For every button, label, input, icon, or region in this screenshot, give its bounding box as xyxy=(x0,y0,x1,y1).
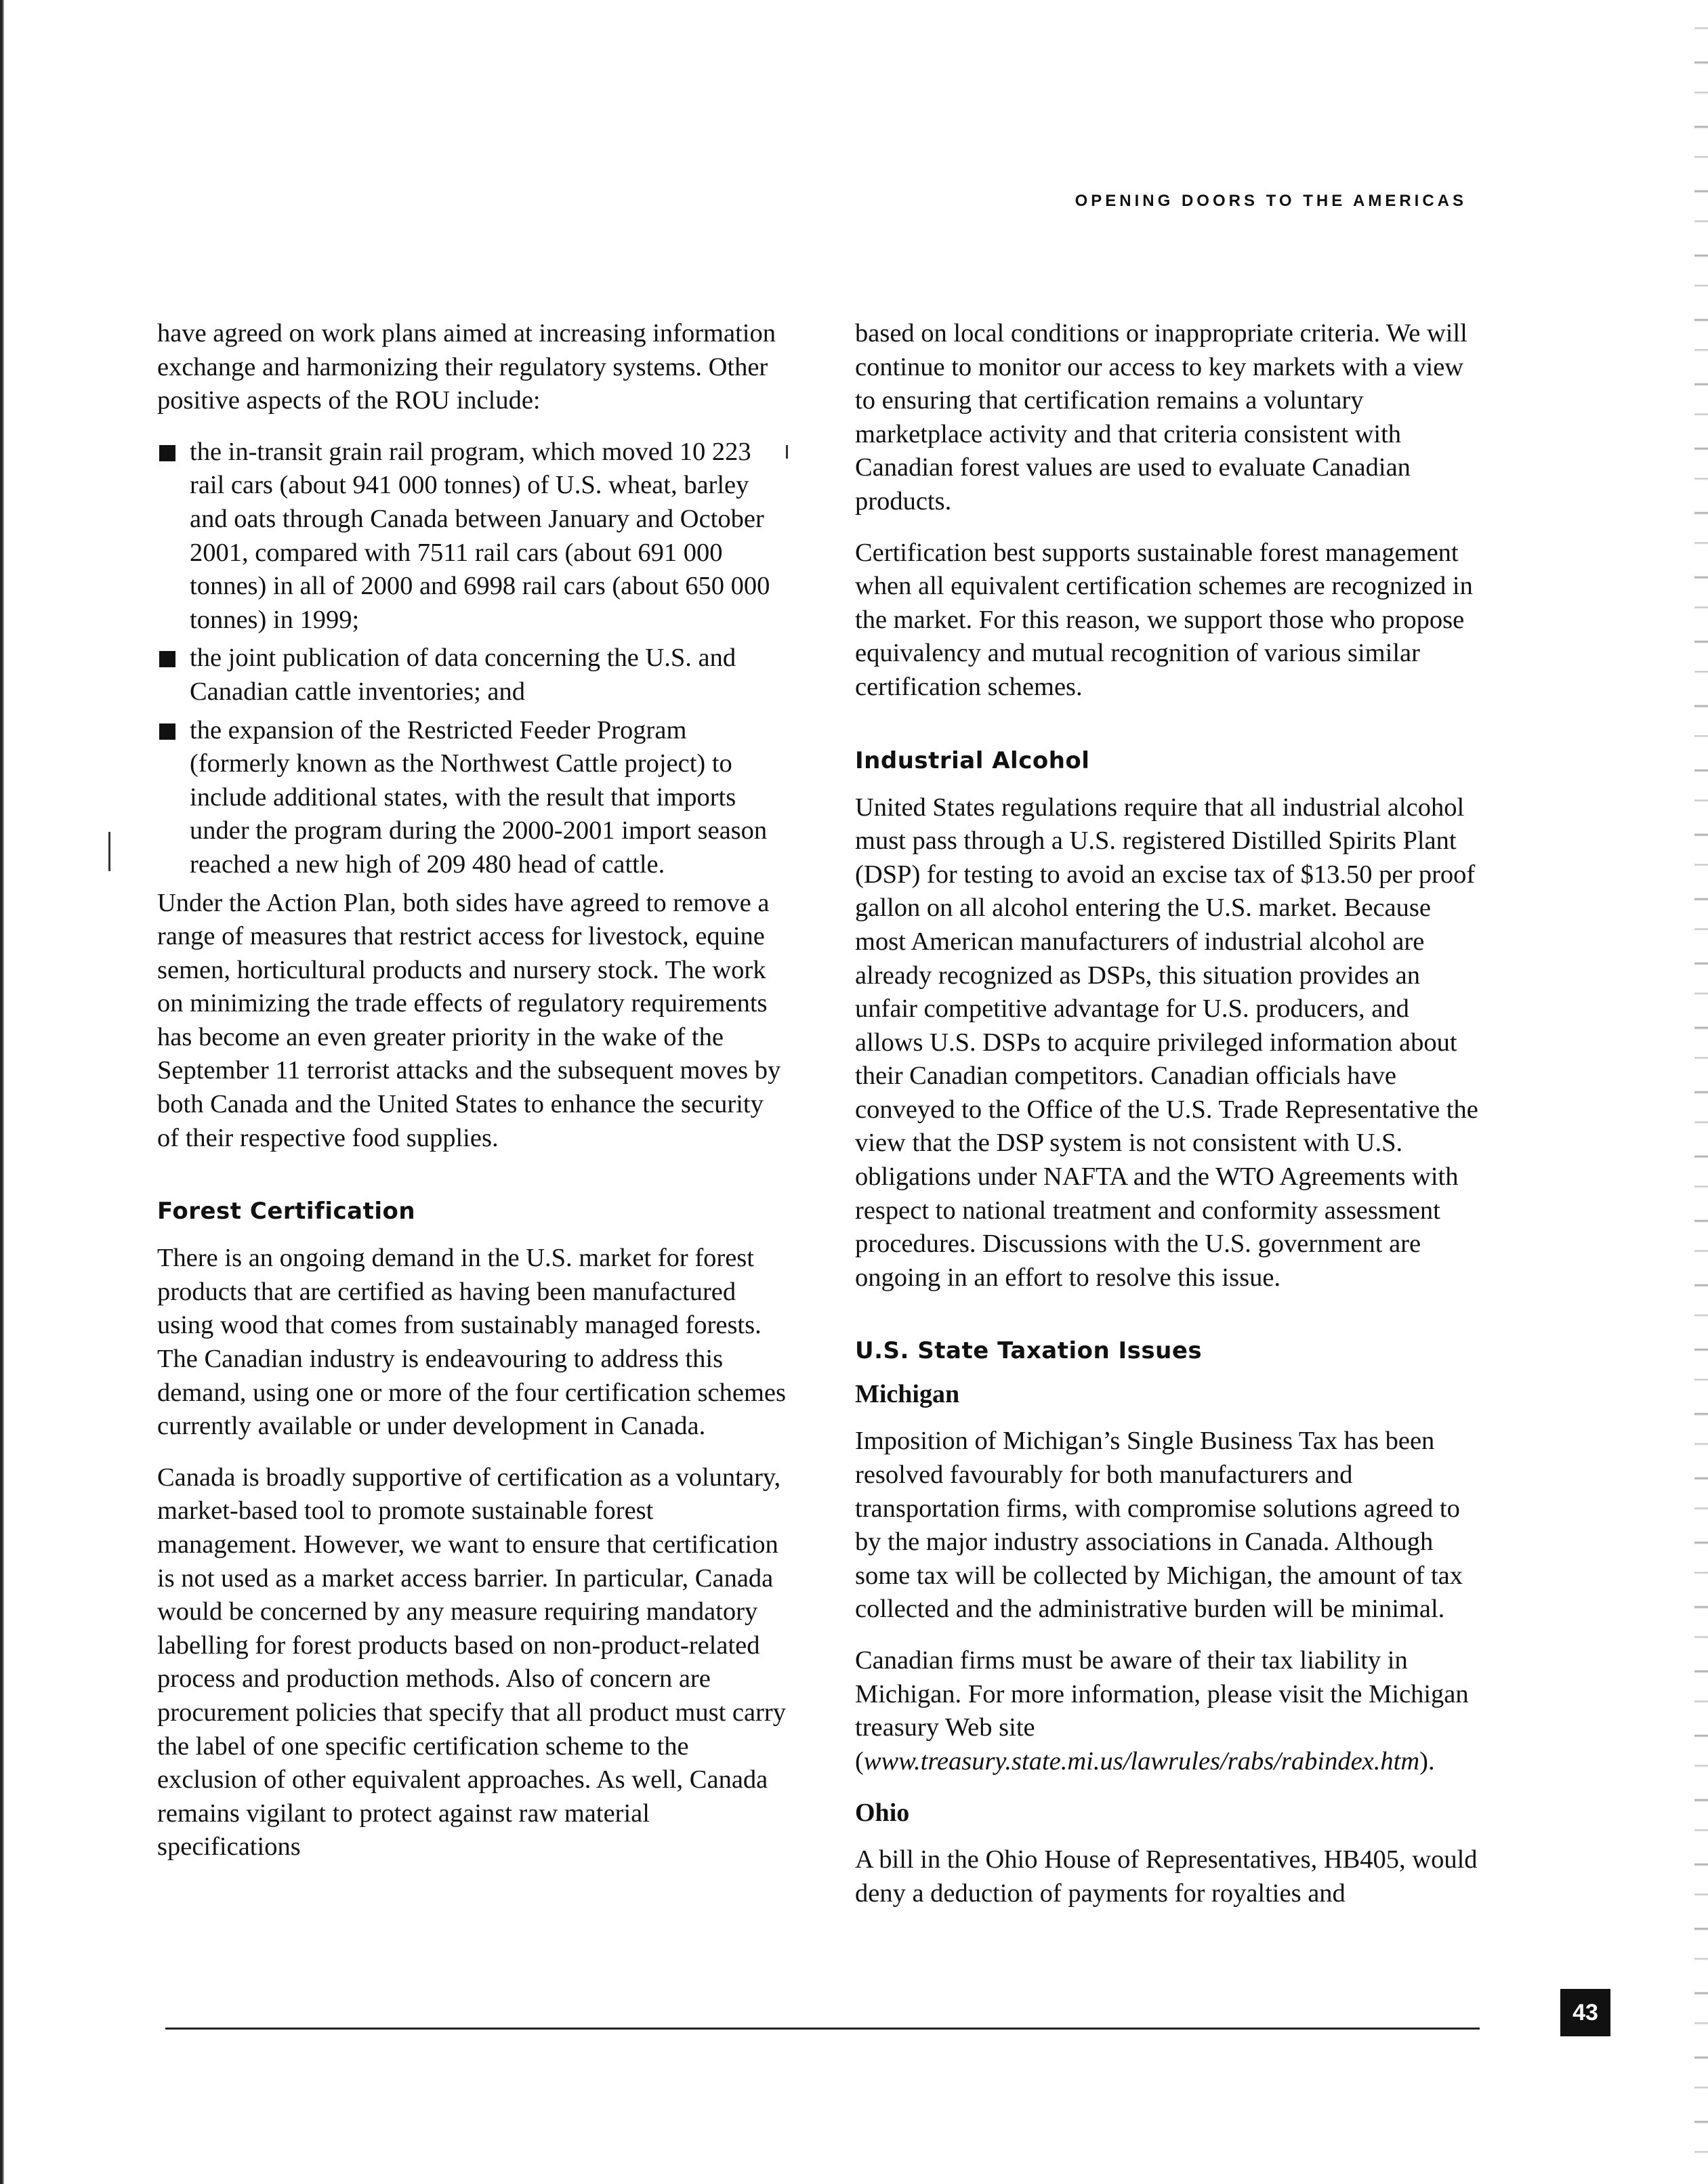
bullet-text: the expansion of the Restricted Feeder Program (formerly known as the Northwest Cattle project) to include additional states, with the result that imports under the program during the 2000-2001 import season reached a new high of 209 480 head of cattle. xyxy=(190,715,768,879)
paragraph: United States regulations require that all industrial alcohol must pass through a U.S. registered Distilled Spirits Plant (DSP) for testing to avoid an excise tax of $13.50 per proof gallon on all alcohol entering the U.S. market. Because most American manufacturers of industrial alcohol are already recognized as DSPs, this situation provides an unfair competitive advantage for U.S. producers, and allows U.S. DSPs to acquire privileged information about their Canadian competitors. Canadian officials have conveyed to the Office of the U.S. Trade Representative the view that the DSP system is not consistent with U.S. obligations under NAFTA and the WTO Agreements with respect to national treatment and conformity assessment procedures. Discussions with the U.S. government are ongoing in an effort to resolve this issue. xyxy=(855,793,1478,1292)
michigan-treasury-url[interactable]: www.treasury.state.mi.us/lawrules/rabs/rabindex.htm xyxy=(863,1746,1420,1776)
paragraph: There is an ongoing demand in the U.S. market for forest products that are certified as having been manufactured using wood that comes from sustainably managed forests. The Canadian industry is endeavouring to address this demand, using one or more of the four certification schemes currently available or under development in Canada. xyxy=(157,1244,786,1441)
running-header: OPENING DOORS TO THE AMERICAS xyxy=(1075,192,1467,210)
bullet-item xyxy=(157,436,787,637)
left-column xyxy=(157,317,787,1882)
paragraph: Canada is broadly supportive of certification as a voluntary, market-based tool to promote sustainable forest management. However, we want to ensure that certification is not used as a market access barrier. In particular, Canada would be concerned by any measure requiring mandatory labelling for forest products based on non-product-related process and production methods. Also of concern are procurement policies that specify that all product must carry the label of one specific certification scheme to the exclusion of other equivalent approaches. As well, Canada remains vigilant to protect against raw material specifications xyxy=(157,1463,786,1862)
paragraph: A bill in the Ohio House of Representatives, HB405, would deny a deduction of payments for royalties and xyxy=(855,1845,1478,1908)
page-number: 43 xyxy=(1560,1989,1610,2036)
paragraph: Imposition of Michigan’s Single Business Tax has been resolved favourably for both manufacturers and transportation firms, with compromise solutions agreed to by the major industry associations in Canada. Although some tax will be collected by Michigan, the amount of tax collected and the administrative burden will be minimal. xyxy=(855,1427,1463,1624)
square-bullet-icon xyxy=(159,445,175,461)
scan-edge-right xyxy=(1694,0,1708,2184)
paragraph: Under the Action Plan, both sides have agreed to remove a range of measures that restrict access for livestock, equine semen, horticultural products and nursery stock. The work on minimizing the trade effects of regulatory requirements has become an even greater priority in the wake of the September 11 terrorist attacks and the subsequent moves by both Canada and the United States to enhance the security of their respective food supplies. xyxy=(157,888,781,1152)
bullet-text: the in-transit grain rail program, which moved 10 223 rail cars (about 941 000 tonnes) of U.S. wheat, barley and oats through Canada between January and October 2001, compared with 7511 rail cars (about 691 000 tonnes) in all of 2000 and 6998 rail cars (about 650 000 tonnes) in 1999; xyxy=(190,437,770,634)
scan-edge-left xyxy=(0,0,4,2184)
bullet-text: the joint publication of data concerning the U.S. and Canadian cattle inventories; and xyxy=(190,644,736,706)
section-heading-forest-certification: Forest Certification xyxy=(157,1198,416,1225)
paragraph: based on local conditions or inappropriate criteria. We will continue to monitor our access to key markets with a view to ensuring that certification remains a voluntary marketplace activity and that criteria consistent with Canadian forest values are used to evaluate Canadian products. xyxy=(855,319,1467,516)
square-bullet-icon xyxy=(159,723,175,740)
bullet-item xyxy=(157,714,787,882)
paragraph-text: Canadian firms must be aware of their tax liability in Michigan. For more information, please visit the Michigan treasury Web site ( xyxy=(855,1646,1469,1776)
footer-rule xyxy=(165,2028,1480,2030)
subheading-michigan: Michigan xyxy=(855,1380,960,1409)
square-bullet-icon xyxy=(159,651,175,667)
section-heading-state-taxation: U.S. State Taxation Issues xyxy=(855,1337,1203,1365)
paragraph xyxy=(855,1644,1478,1778)
section-heading-industrial-alcohol: Industrial Alcohol xyxy=(855,747,1090,774)
paragraph: Certification best supports sustainable forest management when all equivalent certification schemes are recognized in the market. For this reason, we support those who propose equivalency and mutual recognition of various similar certification schemes. xyxy=(855,538,1473,701)
paragraph-text: ). xyxy=(1419,1746,1435,1776)
paragraph: have agreed on work plans aimed at increasing information exchange and harmonizing their regulatory systems. Other positive aspects of the ROU include: xyxy=(157,319,776,415)
bullet-item xyxy=(157,642,787,709)
right-column xyxy=(855,317,1478,1929)
subheading-ohio: Ohio xyxy=(855,1799,910,1828)
scan-mark xyxy=(108,832,110,871)
bullet-list xyxy=(157,436,787,882)
